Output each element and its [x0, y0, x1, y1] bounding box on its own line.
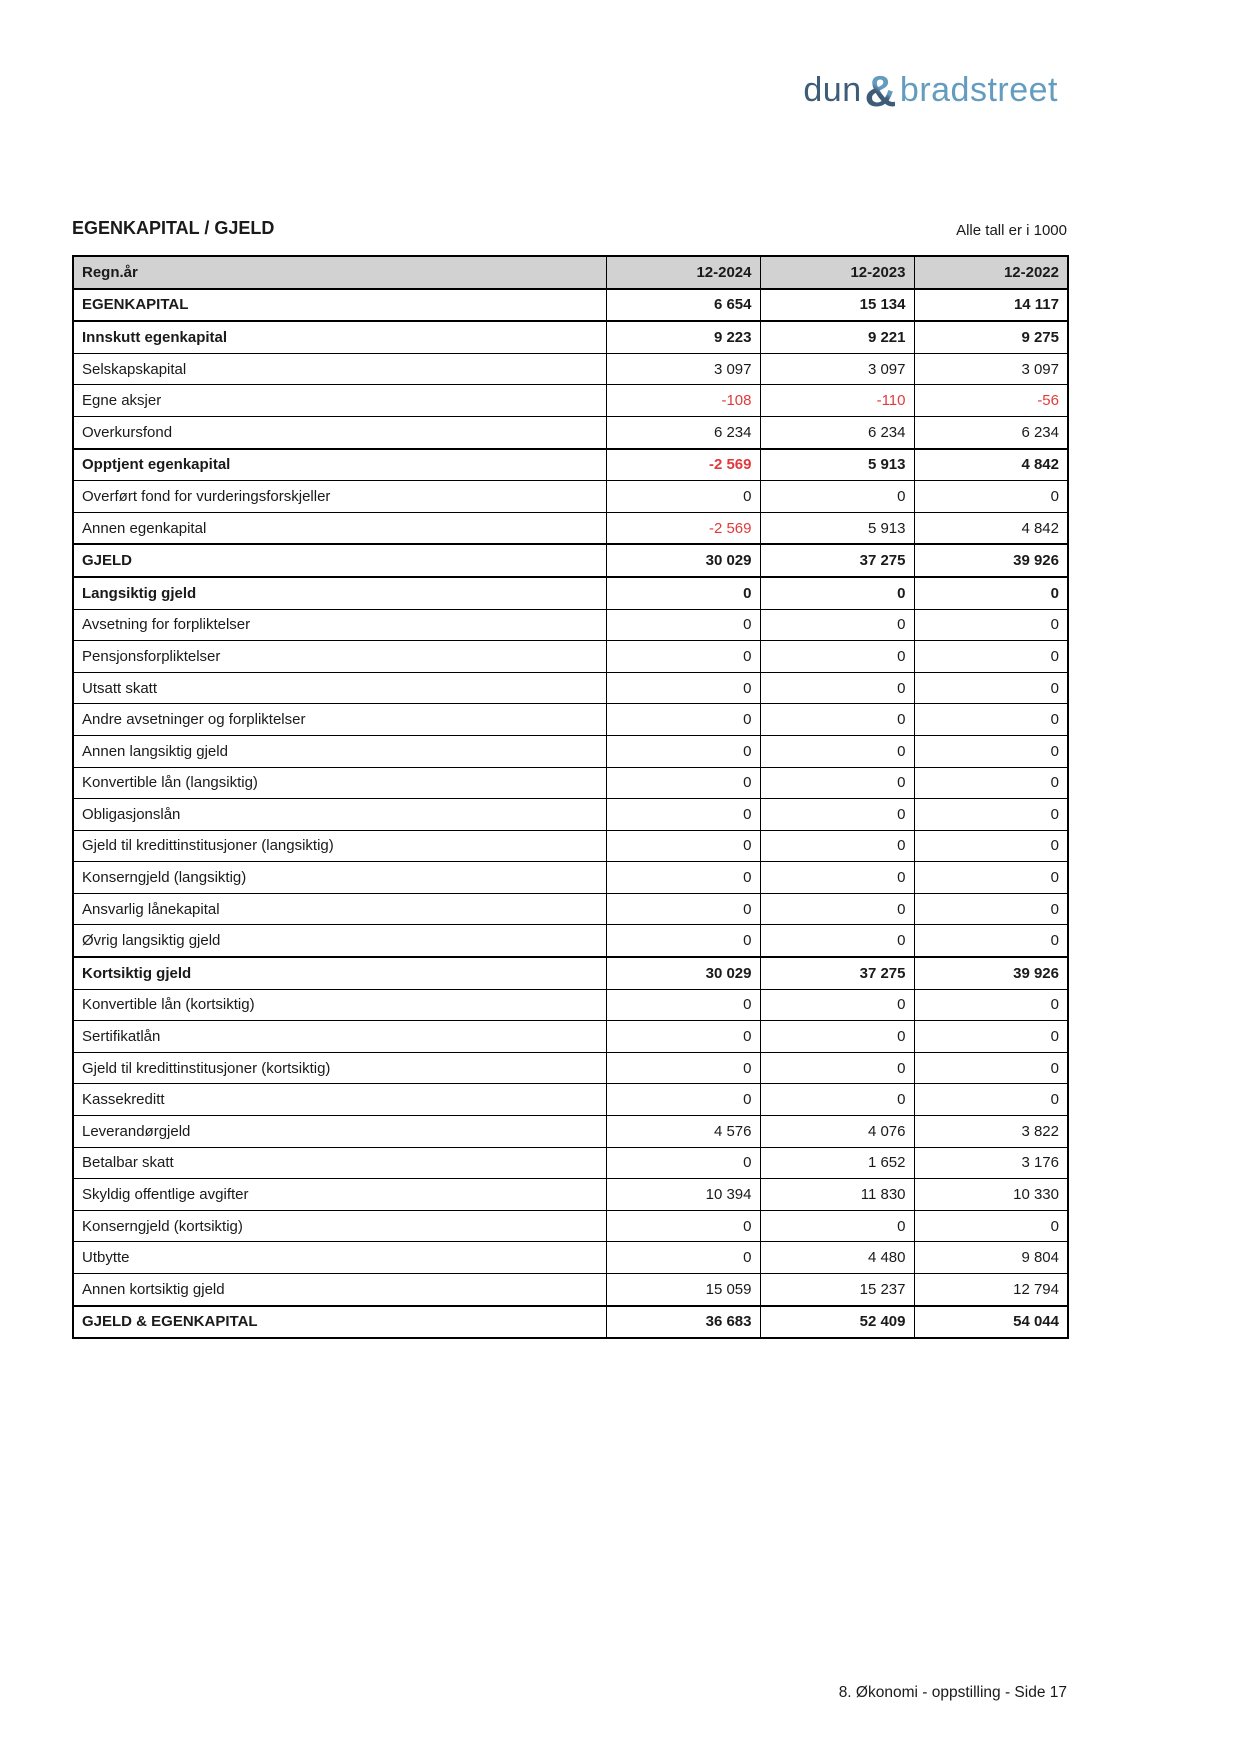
value-cell: -56 — [914, 385, 1068, 417]
value-cell: 6 234 — [606, 416, 760, 448]
value-cell: 39 926 — [914, 957, 1068, 989]
column-header: Regn.år — [73, 256, 606, 289]
value-cell: 0 — [760, 893, 914, 925]
value-cell: 0 — [760, 1210, 914, 1242]
column-header: 12-2022 — [914, 256, 1068, 289]
page-footer: 8. Økonomi - oppstilling - Side 17 — [838, 1684, 1067, 1701]
row-label: Leverandørgjeld — [73, 1116, 606, 1148]
value-cell: 9 221 — [760, 321, 914, 353]
value-cell: 0 — [914, 799, 1068, 831]
value-cell: 5 913 — [760, 512, 914, 544]
row-label: Selskapskapital — [73, 353, 606, 385]
value-cell: 0 — [914, 735, 1068, 767]
table-row — [73, 704, 1068, 736]
value-cell: 4 842 — [914, 449, 1068, 481]
table-row — [73, 609, 1068, 641]
value-cell: 3 097 — [606, 353, 760, 385]
value-cell: 0 — [760, 481, 914, 513]
table-row — [73, 321, 1068, 353]
value-cell: 3 176 — [914, 1147, 1068, 1179]
value-cell: 9 804 — [914, 1242, 1068, 1274]
value-cell: 0 — [760, 577, 914, 609]
value-cell: 3 097 — [760, 353, 914, 385]
row-label: GJELD & EGENKAPITAL — [73, 1306, 606, 1339]
value-cell: 0 — [914, 1210, 1068, 1242]
page-title: EGENKAPITAL / GJELD — [72, 218, 275, 238]
table-row — [73, 353, 1068, 385]
value-cell: 0 — [760, 830, 914, 862]
value-cell: 4 842 — [914, 512, 1068, 544]
value-cell: 0 — [914, 641, 1068, 673]
row-label: Utbytte — [73, 1242, 606, 1274]
value-cell: 0 — [760, 799, 914, 831]
value-cell: 0 — [760, 1084, 914, 1116]
table-row — [73, 577, 1068, 609]
value-cell: 0 — [606, 609, 760, 641]
table-row — [73, 957, 1068, 989]
table-row — [73, 1084, 1068, 1116]
value-cell: 0 — [914, 862, 1068, 894]
value-cell: 15 237 — [760, 1274, 914, 1306]
value-cell: -110 — [760, 385, 914, 417]
value-cell: 4 576 — [606, 1116, 760, 1148]
value-cell: 15 059 — [606, 1274, 760, 1306]
value-cell: 0 — [760, 735, 914, 767]
value-cell: -2 569 — [606, 449, 760, 481]
value-cell: 0 — [760, 767, 914, 799]
row-label: Konvertible lån (langsiktig) — [73, 767, 606, 799]
row-label: Øvrig langsiktig gjeld — [73, 925, 606, 957]
value-cell: 0 — [606, 1052, 760, 1084]
value-cell: 0 — [760, 609, 914, 641]
table-row — [73, 1179, 1068, 1211]
value-cell: 0 — [760, 989, 914, 1021]
row-label: Ansvarlig lånekapital — [73, 893, 606, 925]
value-cell: 0 — [914, 830, 1068, 862]
value-cell: 3 822 — [914, 1116, 1068, 1148]
row-label: Overkursfond — [73, 416, 606, 448]
value-cell: 0 — [760, 704, 914, 736]
value-cell: 0 — [914, 577, 1068, 609]
row-label: Konserngjeld (langsiktig) — [73, 862, 606, 894]
value-cell: 0 — [606, 925, 760, 957]
value-cell: 0 — [606, 1084, 760, 1116]
value-cell: 0 — [914, 609, 1068, 641]
value-cell: 6 654 — [606, 289, 760, 322]
value-cell: 0 — [606, 862, 760, 894]
logo-bradstreet-text: bradstreet — [899, 71, 1058, 109]
value-cell: 1 652 — [760, 1147, 914, 1179]
value-cell: 30 029 — [606, 957, 760, 989]
value-cell: 0 — [914, 1021, 1068, 1053]
value-cell: 0 — [606, 1242, 760, 1274]
value-cell: 0 — [760, 1021, 914, 1053]
logo-dun-text: dun — [803, 71, 862, 109]
table-row — [73, 1116, 1068, 1148]
table-header-row — [73, 256, 1068, 289]
table-row — [73, 641, 1068, 673]
value-cell: 10 330 — [914, 1179, 1068, 1211]
column-header: 12-2023 — [760, 256, 914, 289]
logo-ampersand-icon: & — [862, 67, 900, 116]
value-cell: 0 — [760, 641, 914, 673]
value-cell: 0 — [606, 767, 760, 799]
value-cell: 10 394 — [606, 1179, 760, 1211]
value-cell: 0 — [914, 767, 1068, 799]
table-row — [73, 481, 1068, 513]
value-cell: 0 — [760, 925, 914, 957]
row-label: Andre avsetninger og forpliktelser — [73, 704, 606, 736]
value-cell: 5 913 — [760, 449, 914, 481]
table-row — [73, 799, 1068, 831]
value-cell: 0 — [606, 1147, 760, 1179]
value-cell: 0 — [914, 481, 1068, 513]
value-cell: 0 — [914, 704, 1068, 736]
table-row — [73, 1021, 1068, 1053]
table-row — [73, 1147, 1068, 1179]
value-cell: 0 — [606, 799, 760, 831]
value-cell: 0 — [606, 641, 760, 673]
table-body — [73, 289, 1068, 1339]
value-cell: 0 — [606, 1021, 760, 1053]
column-header: 12-2024 — [606, 256, 760, 289]
table-row — [73, 830, 1068, 862]
row-label: Konserngjeld (kortsiktig) — [73, 1210, 606, 1242]
value-cell: 0 — [760, 1052, 914, 1084]
table-row — [73, 289, 1068, 322]
row-label: Sertifikatlån — [73, 1021, 606, 1053]
row-label: Pensjonsforpliktelser — [73, 641, 606, 673]
value-cell: 30 029 — [606, 544, 760, 577]
value-cell: -2 569 — [606, 512, 760, 544]
value-cell: 0 — [914, 989, 1068, 1021]
table-row — [73, 893, 1068, 925]
value-cell: 0 — [914, 1084, 1068, 1116]
table-row — [73, 1242, 1068, 1274]
row-label: Betalbar skatt — [73, 1147, 606, 1179]
value-cell: 14 117 — [914, 289, 1068, 322]
table-row — [73, 385, 1068, 417]
value-cell: 3 097 — [914, 353, 1068, 385]
value-cell: 0 — [914, 893, 1068, 925]
value-cell: 0 — [606, 672, 760, 704]
row-label: GJELD — [73, 544, 606, 577]
value-cell: 0 — [914, 672, 1068, 704]
value-cell: 0 — [606, 481, 760, 513]
value-cell: 37 275 — [760, 957, 914, 989]
value-cell: 0 — [606, 577, 760, 609]
value-cell: -108 — [606, 385, 760, 417]
title-bar — [72, 218, 1067, 239]
value-cell: 0 — [606, 704, 760, 736]
value-cell: 37 275 — [760, 544, 914, 577]
value-cell: 0 — [606, 735, 760, 767]
table-row — [73, 544, 1068, 577]
row-label: EGENKAPITAL — [73, 289, 606, 322]
row-label: Gjeld til kredittinstitusjoner (kortsiktig) — [73, 1052, 606, 1084]
value-cell: 4 480 — [760, 1242, 914, 1274]
value-cell: 0 — [606, 1210, 760, 1242]
table-row — [73, 1210, 1068, 1242]
value-cell: 0 — [914, 925, 1068, 957]
row-label: Obligasjonslån — [73, 799, 606, 831]
row-label: Avsetning for forpliktelser — [73, 609, 606, 641]
row-label: Annen langsiktig gjeld — [73, 735, 606, 767]
table-row — [73, 767, 1068, 799]
value-cell: 52 409 — [760, 1306, 914, 1339]
value-cell: 9 223 — [606, 321, 760, 353]
value-cell: 54 044 — [914, 1306, 1068, 1339]
value-cell: 6 234 — [760, 416, 914, 448]
table-row — [73, 1306, 1068, 1339]
value-cell: 11 830 — [760, 1179, 914, 1211]
row-label: Utsatt skatt — [73, 672, 606, 704]
balance-sheet-table — [72, 255, 1069, 1339]
table-row — [73, 735, 1068, 767]
value-cell: 0 — [606, 989, 760, 1021]
value-cell: 15 134 — [760, 289, 914, 322]
row-label: Skyldig offentlige avgifter — [73, 1179, 606, 1211]
row-label: Opptjent egenkapital — [73, 449, 606, 481]
table-row — [73, 449, 1068, 481]
value-cell: 12 794 — [914, 1274, 1068, 1306]
row-label: Annen kortsiktig gjeld — [73, 1274, 606, 1306]
value-cell: 39 926 — [914, 544, 1068, 577]
table-row — [73, 672, 1068, 704]
value-cell: 0 — [760, 672, 914, 704]
value-cell: 6 234 — [914, 416, 1068, 448]
table-head — [73, 256, 1068, 289]
value-cell: 0 — [606, 830, 760, 862]
table-row — [73, 862, 1068, 894]
row-label: Innskutt egenkapital — [73, 321, 606, 353]
value-cell: 9 275 — [914, 321, 1068, 353]
table-row — [73, 925, 1068, 957]
row-label: Langsiktig gjeld — [73, 577, 606, 609]
row-label: Konvertible lån (kortsiktig) — [73, 989, 606, 1021]
units-note: Alle tall er i 1000 — [956, 222, 1067, 239]
value-cell: 4 076 — [760, 1116, 914, 1148]
dun-bradstreet-logo — [803, 67, 1058, 116]
table-row — [73, 416, 1068, 448]
row-label: Kassekreditt — [73, 1084, 606, 1116]
value-cell: 0 — [606, 893, 760, 925]
row-label: Gjeld til kredittinstitusjoner (langsiktig) — [73, 830, 606, 862]
table-row — [73, 989, 1068, 1021]
row-label: Annen egenkapital — [73, 512, 606, 544]
value-cell: 0 — [914, 1052, 1068, 1084]
row-label: Egne aksjer — [73, 385, 606, 417]
value-cell: 0 — [760, 862, 914, 894]
row-label: Overført fond for vurderingsforskjeller — [73, 481, 606, 513]
table-row — [73, 512, 1068, 544]
row-label: Kortsiktig gjeld — [73, 957, 606, 989]
value-cell: 36 683 — [606, 1306, 760, 1339]
table-row — [73, 1274, 1068, 1306]
table-row — [73, 1052, 1068, 1084]
